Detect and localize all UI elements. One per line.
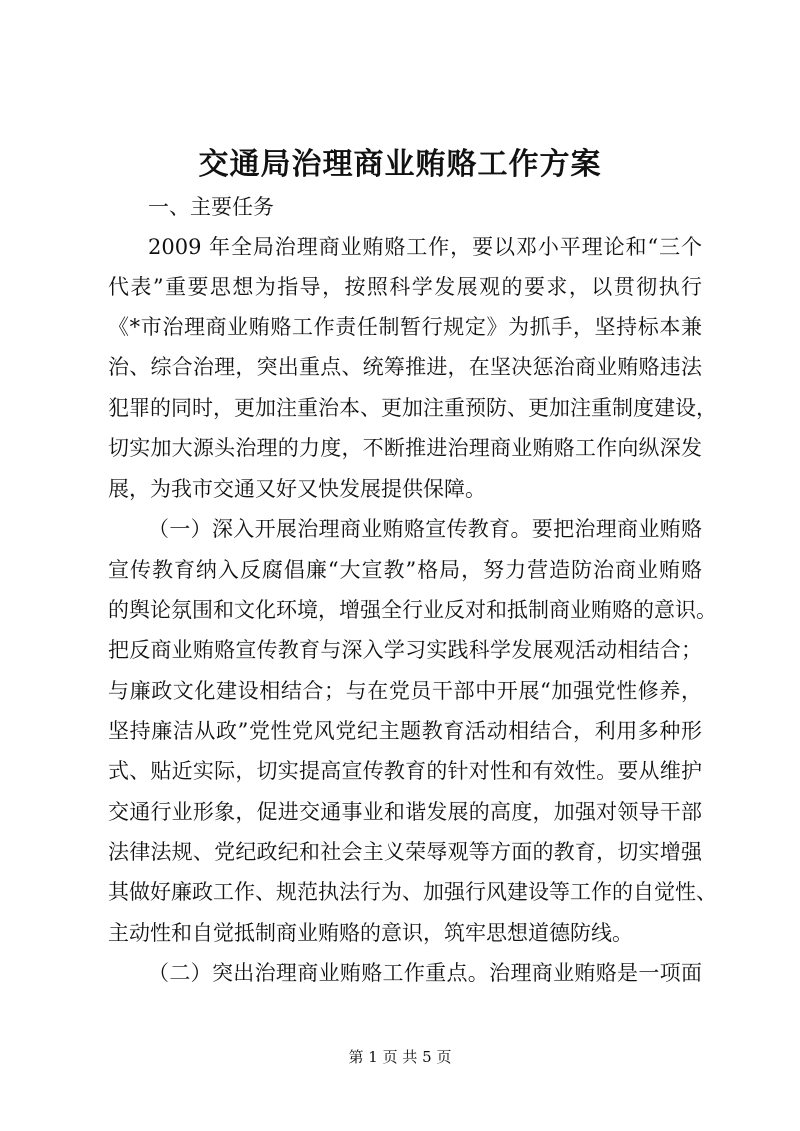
paragraph-1-line-1: 2009 年全局治理商业贿赂工作，要以邓小平理论和“三个 bbox=[148, 235, 702, 259]
paragraph-2-line-2: 宣传教育纳入反腐倡廉“大宣教”格局，努力营造防治商业贿赂 bbox=[108, 558, 702, 582]
paragraph-2-line-10: 其做好廉政工作、规范执法行为、加强行风建设等工作的自觉性、 bbox=[108, 880, 717, 904]
paragraph-1-line-3: 《*市治理商业贿赂工作责任制暂行规定》为抓手，坚持标本兼 bbox=[108, 315, 702, 339]
paragraph-2-line-7: 式、贴近实际，切实提高宣传教育的针对性和有效性。要从维护 bbox=[108, 759, 702, 783]
paragraph-2-line-5: 与廉政文化建设相结合；与在党员干部中开展“加强党性修养， bbox=[108, 679, 702, 703]
paragraph-2-line-4: 把反商业贿赂宣传教育与深入学习实践科学发展观活动相结合； bbox=[108, 638, 702, 662]
paragraph-2-line-3: 的舆论氛围和文化环境，增强全行业反对和抵制商业贿赂的意识。 bbox=[108, 598, 717, 622]
paragraph-1-line-6: 切实加大源头治理的力度，不断推进治理商业贿赂工作向纵深发 bbox=[108, 436, 702, 460]
paragraph-2-line-11: 主动性和自觉抵制商业贿赂的意识，筑牢思想道德防线。 bbox=[108, 921, 633, 945]
paragraph-2-line-9: 法律法规、党纪政纪和社会主义荣辱观等方面的教育，切实增强 bbox=[108, 840, 702, 864]
paragraph-1-line-4: 治、综合治理，突出重点、统筹推进，在坚决惩治商业贿赂违法 bbox=[108, 355, 702, 379]
paragraph-1-line-2: 代表”重要思想为指导，按照科学发展观的要求，以贯彻执行 bbox=[108, 275, 702, 299]
paragraph-1-line-5: 犯罪的同时，更加注重治本、更加注重预防、更加注重制度建设， bbox=[108, 396, 717, 420]
paragraph-2-line-6: 坚持廉洁从政”党性党风党纪主题教育活动相结合，利用多种形 bbox=[108, 719, 702, 743]
paragraph-3-line-1: （二）突出治理商业贿赂工作重点。治理商业贿赂是一项面 bbox=[148, 961, 702, 985]
page-number: 第 1 页 共 5 页 bbox=[348, 1048, 452, 1066]
paragraph-2-line-8: 交通行业形象，促进交通事业和谐发展的高度，加强对领导干部 bbox=[108, 800, 702, 824]
document-title: 交通局治理商业贿赂工作方案 bbox=[198, 147, 602, 182]
section-heading: 一、主要任务 bbox=[148, 195, 274, 219]
paragraph-1-line-7: 展，为我市交通又好又快发展提供保障。 bbox=[108, 477, 486, 501]
paragraph-2-line-1: （一）深入开展治理商业贿赂宣传教育。要把治理商业贿赂 bbox=[148, 517, 702, 541]
